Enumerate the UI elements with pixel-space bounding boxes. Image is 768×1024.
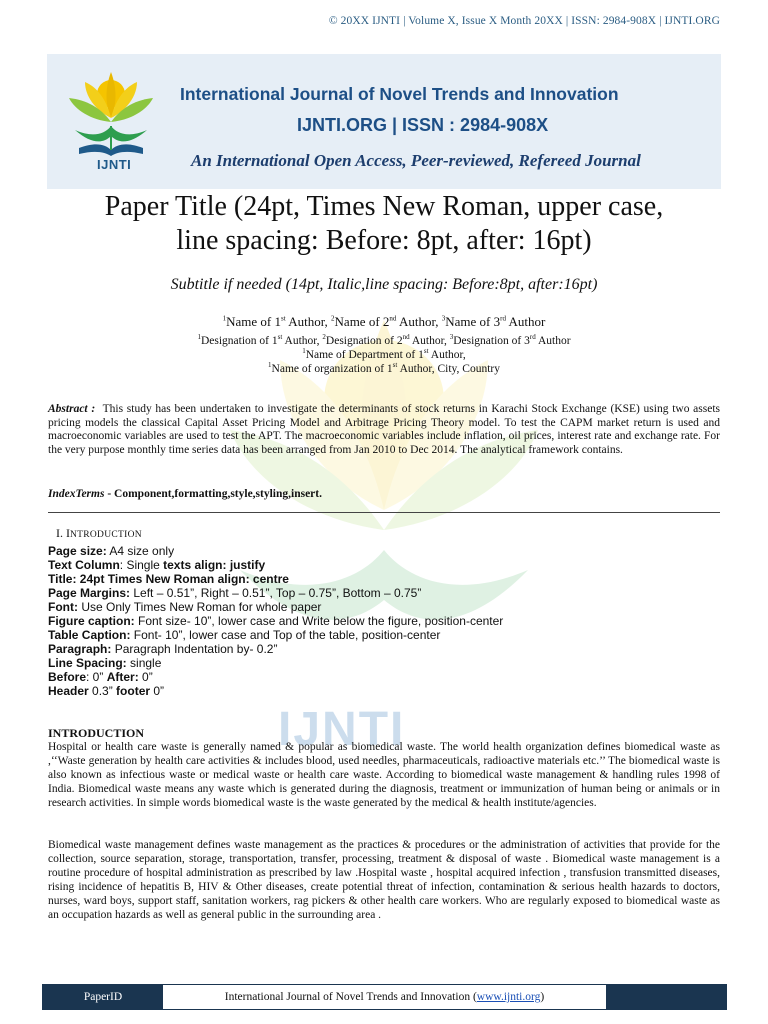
spec-line: Header 0.3” footer 0” — [48, 684, 165, 698]
journal-name: International Journal of Novel Trends and Innovation — [180, 84, 619, 104]
spec-line: Table Caption: Font- 10”, lower case and Top of the table, position-center — [48, 628, 441, 642]
introduction-paragraph-1: Hospital or health care waste is generally named & popular as biomedical waste. The world health organization defines biomedical waste as ,‘‘Waste generation by health care activities & includes blood, used needles, pharmaceuticals, radioactive materials etc.’’ The biomedical waste is also known as infectious waste or medical waste or health care waste. According to biomedical waste management & handling rules 1998 of India. Biomedical waste means any waste which is generated during the diagnosis, treatment or immunization of human being or animals or in research activities. In simple words biomedical waste is the waste generated by the medical & health institute/agencies. — [48, 741, 720, 809]
introduction-heading: INTRODUCTION — [48, 726, 145, 740]
copyright-line: © 20XX IJNTI | Volume X, Issue X Month 20XX | ISSN: 2984-908X | IJNTI.ORG — [328, 15, 720, 27]
introduction-paragraph-2: Biomedical waste management defines waste management as the practices & procedures or the administration of activities that provide for the collection, source separation, storage, transportation, transfer, processing, treatment & disposal of waste . Biomedical waste management is a routine procedure of hospital administration as prescribed by law .Hospital waste , hospital acquired infection , transfusion transmitted diseases, rising incidence of hepatitis B, HIV & Other diseases, create potential threat of infection, contamination & serious health hazards to doctors, nurses, ward boys, support staff, sanitation workers, rag pickers & other health care workers. Who are regularly exposed to biomedical waste as an occupation hazards as well as general public in the surrounding area . — [48, 839, 720, 921]
section-divider — [48, 512, 720, 513]
footer-right-block — [606, 985, 726, 1009]
author-affiliations — [48, 334, 720, 376]
logo-text: IJNTI — [97, 157, 132, 172]
author-names: $^1$Name of 1st Author, $^2$Name of 2nd Author, $^3$Name of 3rd Author — [222, 314, 546, 329]
paper-title: Paper Title (24pt, Times New Roman, upper case, line spacing: Before: 8pt, after: 16pt) — [104, 191, 664, 256]
journal-website-link[interactable]: www.ijnti.org — [476, 991, 541, 1003]
spec-line: Paragraph: Paragraph Indentation by- 0.2” — [48, 642, 278, 656]
page-footer — [42, 984, 727, 1010]
abstract — [48, 403, 720, 458]
spec-line: Text Column: Single texts align: justify — [48, 558, 266, 572]
paper-id-label: PaperID — [43, 985, 163, 1009]
spec-line: Font: Use Only Times New Roman for whole paper — [48, 600, 322, 614]
author-department: $^1$Name of Department of 1st Author, — [302, 347, 466, 361]
spec-line: Before: 0” After: 0” — [48, 670, 153, 684]
journal-site-issn: IJNTI.ORG | ISSN : 2984-908X — [297, 115, 549, 135]
footer-journal: International Journal of Novel Trends and Innovation ( www.ijnti.org ) — [224, 991, 545, 1003]
author-designations: $^1$Designation of 1st Author, $^2$Designation of 2nd Author, $^3$Designation of 3rd Author — [197, 333, 571, 347]
section-heading-introduction: I. INTRODUCTION — [56, 526, 142, 540]
abstract-label: Abstract : — [48, 403, 96, 415]
journal-banner — [47, 54, 721, 189]
author-organization: $^1$Name of organization of 1st Author, City, Country — [268, 361, 500, 375]
spec-line: Page size: A4 size only — [48, 544, 175, 558]
formatting-specs — [48, 544, 503, 698]
spec-line: Line Spacing: single — [48, 656, 162, 670]
spec-line: Figure caption: Font size- 10”, lower case and Write below the figure, position-center — [48, 614, 504, 628]
index-terms: IndexTerms - Component,formatting,style,styling,insert. — [48, 488, 322, 500]
paper-subtitle: Subtitle if needed (14pt, Italic,line spacing: Before:8pt, after:16pt) — [170, 276, 598, 293]
journal-tagline: An International Open Access, Peer-reviewed, Refereed Journal — [191, 151, 641, 170]
spec-line: Title: 24pt Times New Roman align: centre — [48, 572, 289, 586]
watermark-text: IJNTI — [278, 703, 406, 756]
abstract-text: This study has been undertaken to investigate the determinants of stock returns in Karachi Stock Exchange (KSE) using two assets pricing models the classical Capital Asset Pricing Model and Arbitrage Pricing Theory model. To test the CAPM market return is used and macroeconomic variables are used to test the APT. The macroeconomic variables include inflation, oil prices, interest rate and exchange rate. For the very purpose monthly time series data has been arranged from Jan 2010 to Dec 2014. The analytical framework contains. — [48, 403, 720, 457]
spec-line: Page Margins: Left – 0.51”, Right – 0.51”, Top – 0.75”, Bottom – 0.75” — [48, 586, 422, 600]
